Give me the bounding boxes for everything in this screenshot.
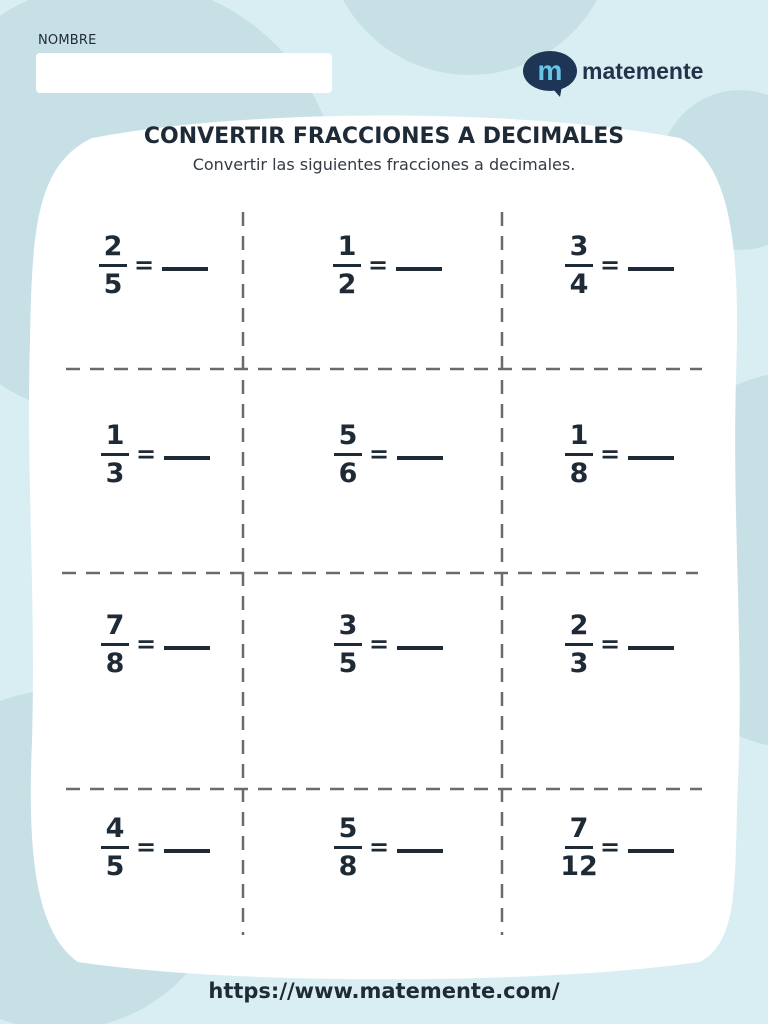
exercise-cell [330,231,530,311]
fraction [331,420,365,490]
name-label: NOMBRE [38,33,97,48]
fraction-bar [101,453,129,456]
numerator: 7 [105,610,125,641]
equals-sign: = [136,630,157,658]
numerator: 7 [569,813,589,844]
numerator: 1 [105,420,125,451]
exercise-cell [96,231,296,311]
numerator: 3 [569,231,589,262]
equals-sign: = [136,440,157,468]
exercise-cell [98,813,298,893]
denominator: 5 [105,851,125,882]
page-title: CONVERTIR FRACCIONES A DECIMALES [143,124,625,149]
numerator: 4 [105,813,125,844]
page-subtitle: Convertir las siguientes fracciones a decimales. [192,155,576,174]
answer-blank[interactable] [164,849,210,853]
fraction-bar [333,264,361,267]
equals-sign: = [369,440,390,468]
exercise-cell [331,813,531,893]
numerator: 5 [338,420,358,451]
exercise-cell [331,610,531,690]
fraction [562,813,596,883]
answer-blank[interactable] [397,849,443,853]
numerator: 2 [569,610,589,641]
equals-sign: = [600,833,621,861]
answer-blank[interactable] [628,849,674,853]
fraction [331,813,365,883]
equals-sign: = [600,251,621,279]
denominator: 5 [103,269,123,300]
fraction-bar [101,846,129,849]
fraction-bar [565,846,593,849]
equals-sign: = [600,630,621,658]
fraction [98,420,132,490]
fraction-bar [565,264,593,267]
numerator: 1 [569,420,589,451]
denominator: 8 [569,458,589,489]
numerator: 3 [338,610,358,641]
denominator: 8 [105,648,125,679]
exercise-cell [98,420,298,500]
fraction-bar [565,643,593,646]
denominator: 8 [338,851,358,882]
fraction [562,610,596,680]
fraction-bar [334,846,362,849]
numerator: 5 [338,813,358,844]
logo-letter: m [537,55,563,86]
exercise-cell [562,813,762,893]
exercise-cell [562,231,762,311]
fraction-bar [334,453,362,456]
answer-blank[interactable] [397,646,443,650]
numerator: 2 [103,231,123,262]
logo-text: matemente [582,57,704,84]
name-input[interactable] [36,53,332,93]
denominator: 6 [338,458,358,489]
answer-blank[interactable] [397,456,443,460]
denominator: 2 [337,269,357,300]
denominator: 4 [569,269,589,300]
fraction-bar [99,264,127,267]
answer-blank[interactable] [628,456,674,460]
exercise-cell [98,610,298,690]
denominator: 5 [338,648,358,679]
fraction [330,231,364,301]
numerator: 1 [337,231,357,262]
matemente-logo[interactable] [522,48,703,98]
denominator: 3 [569,648,589,679]
speech-bubble-logo-icon [522,48,578,98]
exercise-cell [562,610,762,690]
answer-blank[interactable] [162,267,208,271]
fraction [562,231,596,301]
fraction-bar [101,643,129,646]
equals-sign: = [134,251,155,279]
denominator: 3 [105,458,125,489]
answer-blank[interactable] [628,646,674,650]
equals-sign: = [136,833,157,861]
equals-sign: = [369,833,390,861]
fraction-bar [334,643,362,646]
fraction [98,813,132,883]
fraction [331,610,365,680]
equals-sign: = [369,630,390,658]
fraction [562,420,596,490]
answer-blank[interactable] [164,646,210,650]
exercise-cell [562,420,762,500]
answer-blank[interactable] [396,267,442,271]
equals-sign: = [600,440,621,468]
denominator: 12 [560,851,598,882]
fraction-bar [565,453,593,456]
exercise-cell [331,420,531,500]
fraction [98,610,132,680]
footer-url-link[interactable]: https://www.matemente.com/ [208,979,560,1003]
fraction [96,231,130,301]
answer-blank[interactable] [164,456,210,460]
equals-sign: = [368,251,389,279]
answer-blank[interactable] [628,267,674,271]
